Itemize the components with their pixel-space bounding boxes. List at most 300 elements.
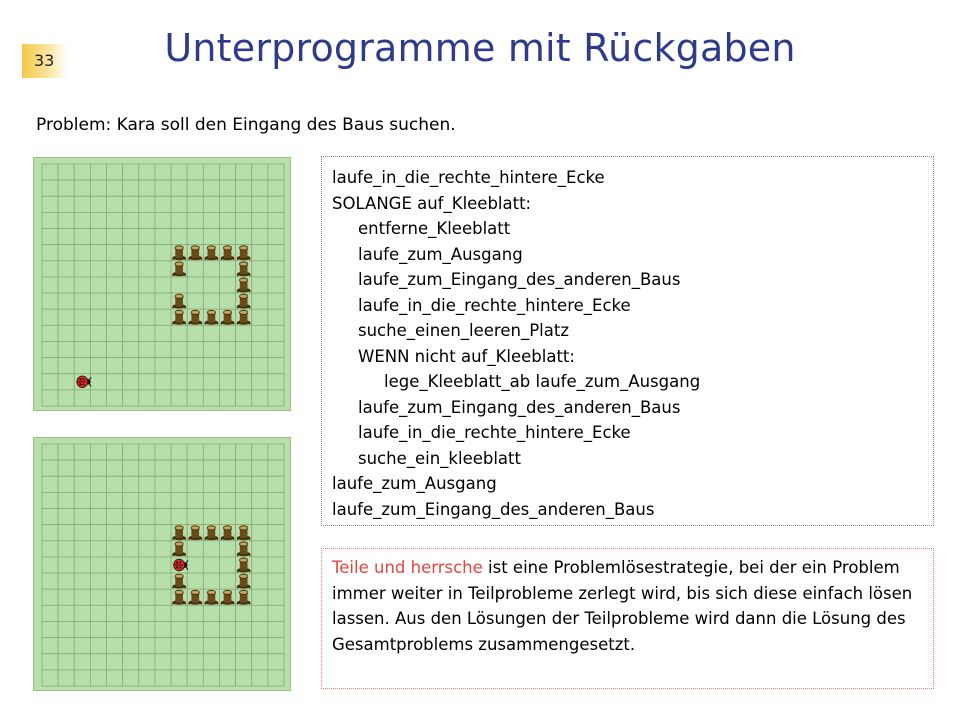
grid-cell xyxy=(203,573,219,589)
grid-cell xyxy=(203,341,219,357)
grid-cell xyxy=(203,212,219,228)
grid-cell xyxy=(58,670,74,686)
grid-cell xyxy=(74,245,90,261)
grid-cell xyxy=(42,229,58,245)
grid-cell xyxy=(58,390,74,406)
grid-cell xyxy=(123,358,139,374)
grid-cell xyxy=(219,444,235,460)
grid-cell xyxy=(187,509,203,525)
grid-cell xyxy=(74,557,90,573)
grid-cell xyxy=(268,180,284,196)
grid-cell xyxy=(268,638,284,654)
grid-cell xyxy=(187,374,203,390)
grid-cell xyxy=(107,245,123,261)
grid-cell xyxy=(187,229,203,245)
note-text: ist eine Problemlösestrategie, bei der ein Problem immer weiter in Teilprobleme zerlegt wird, bis sich diese einfach lösen lassen. Aus den Lösungen der Teilprobleme wird dann die Lösung des Gesamtproblems zusammengesetzt. xyxy=(332,558,913,654)
grid-cell xyxy=(219,261,235,277)
grid-cell xyxy=(58,573,74,589)
grid-cell xyxy=(268,164,284,180)
grid-cell xyxy=(219,476,235,492)
grid-cell xyxy=(187,460,203,476)
grid-cell xyxy=(42,589,58,605)
grid-cell xyxy=(42,309,58,325)
grid-cell xyxy=(155,212,171,228)
slide-title: Unterprogramme mit Rückgaben xyxy=(164,26,796,70)
grid-cell xyxy=(90,492,106,508)
grid-cell xyxy=(42,670,58,686)
grid-cell xyxy=(74,261,90,277)
grid-cell xyxy=(171,509,187,525)
grid-cell xyxy=(42,245,58,261)
grid-cell xyxy=(219,358,235,374)
grid-cell xyxy=(268,509,284,525)
grid-cell xyxy=(236,164,252,180)
grid-cell xyxy=(203,293,219,309)
code-line: lege_Kleeblatt_ab laufe_zum_Ausgang xyxy=(384,372,701,391)
grid-cell xyxy=(58,525,74,541)
grid-cell xyxy=(236,374,252,390)
grid-cell xyxy=(171,229,187,245)
grid-cell xyxy=(268,229,284,245)
grid-cell xyxy=(155,390,171,406)
grid-cell xyxy=(90,180,106,196)
grid-cell xyxy=(203,196,219,212)
note-highlight: Teile und herrsche xyxy=(332,558,483,577)
grid-cell xyxy=(139,358,155,374)
grid-cell xyxy=(107,621,123,637)
grid-cell xyxy=(268,605,284,621)
grid-cell xyxy=(123,573,139,589)
grid-cell xyxy=(107,358,123,374)
grid-cell xyxy=(90,245,106,261)
grid-cell xyxy=(203,460,219,476)
grid-cell xyxy=(107,374,123,390)
grid-cell xyxy=(219,212,235,228)
grid-cell xyxy=(203,390,219,406)
grid-cell xyxy=(107,525,123,541)
grid-cell xyxy=(74,309,90,325)
grid-cell xyxy=(171,212,187,228)
grid-cell xyxy=(268,293,284,309)
grid-cell xyxy=(203,638,219,654)
grid-cell xyxy=(171,164,187,180)
grid-cell xyxy=(123,444,139,460)
grid-cell xyxy=(123,605,139,621)
grid-cell xyxy=(90,325,106,341)
grid-cell xyxy=(252,509,268,525)
grid-cell xyxy=(236,212,252,228)
grid-cell xyxy=(58,341,74,357)
grid-cell xyxy=(187,670,203,686)
grid-cell xyxy=(42,341,58,357)
grid-cell xyxy=(171,476,187,492)
grid-cell xyxy=(58,293,74,309)
grid-cell xyxy=(123,309,139,325)
grid-cell xyxy=(203,325,219,341)
grid-cell xyxy=(74,654,90,670)
code-line: laufe_in_die_rechte_hintere_Ecke xyxy=(358,295,631,315)
grid-cell xyxy=(90,557,106,573)
grid-cell xyxy=(90,589,106,605)
grid-cell xyxy=(155,670,171,686)
grid-cell xyxy=(171,638,187,654)
grid-cell xyxy=(107,390,123,406)
grid-cell xyxy=(74,444,90,460)
grid-cell xyxy=(139,573,155,589)
grid-cell xyxy=(268,557,284,573)
grid-cell xyxy=(123,621,139,637)
grid-cell xyxy=(203,180,219,196)
grid-cell xyxy=(107,509,123,525)
grid-cell xyxy=(155,309,171,325)
grid-cell xyxy=(171,325,187,341)
grid-cell xyxy=(139,444,155,460)
grid-cell xyxy=(252,212,268,228)
grid-cell xyxy=(252,621,268,637)
grid-cell xyxy=(90,164,106,180)
grid-cell xyxy=(155,557,171,573)
grid-cell xyxy=(219,293,235,309)
grid-cell xyxy=(203,621,219,637)
grid-cell xyxy=(155,476,171,492)
grid-cell xyxy=(252,557,268,573)
code-line: suche_einen_leeren_Platz xyxy=(358,321,569,340)
grid-cell xyxy=(236,509,252,525)
grid-cell xyxy=(58,196,74,212)
grid-cell xyxy=(107,212,123,228)
grid-cell xyxy=(236,229,252,245)
grid-cell xyxy=(155,621,171,637)
grid-cell xyxy=(74,509,90,525)
grid-cell xyxy=(252,541,268,557)
grid-cell xyxy=(219,164,235,180)
grid-cell xyxy=(139,621,155,637)
grid-cell xyxy=(58,557,74,573)
grid-cell xyxy=(139,541,155,557)
grid-cell xyxy=(139,670,155,686)
grid-cell xyxy=(252,277,268,293)
grid-cell xyxy=(107,444,123,460)
grid-cell xyxy=(236,638,252,654)
grid-cell xyxy=(123,293,139,309)
code-line: laufe_zum_Eingang_des_anderen_Baus xyxy=(358,397,681,417)
grid-cell xyxy=(42,509,58,525)
code-line: laufe_in_die_rechte_hintere_Ecke xyxy=(332,168,605,187)
grid-cell xyxy=(155,358,171,374)
grid-cell xyxy=(74,325,90,341)
grid-cell xyxy=(219,374,235,390)
grid-cell xyxy=(74,638,90,654)
grid-cell xyxy=(236,670,252,686)
grid-cell xyxy=(187,390,203,406)
grid-cell xyxy=(155,492,171,508)
grid-cell xyxy=(58,325,74,341)
grid-cell xyxy=(107,261,123,277)
grid-cell xyxy=(155,541,171,557)
grid-cell xyxy=(252,492,268,508)
grid-cell xyxy=(58,460,74,476)
grid-cell xyxy=(268,374,284,390)
grid-cell xyxy=(171,444,187,460)
grid-cell xyxy=(219,390,235,406)
grid-cell xyxy=(90,277,106,293)
grid-cell xyxy=(58,492,74,508)
grid-cell xyxy=(139,492,155,508)
kara-grid-initial xyxy=(34,158,292,412)
grid-cell xyxy=(58,444,74,460)
code-line: laufe_zum_Eingang_des_anderen_Baus xyxy=(358,270,681,289)
grid-cell xyxy=(123,325,139,341)
grid-cell xyxy=(252,390,268,406)
grid-cell xyxy=(74,460,90,476)
grid-cell xyxy=(155,277,171,293)
grid-cell xyxy=(155,605,171,621)
grid-cell xyxy=(219,180,235,196)
grid-cell xyxy=(42,444,58,460)
grid-cell xyxy=(107,670,123,686)
grid-cell xyxy=(268,621,284,637)
grid-cell xyxy=(187,358,203,374)
pseudocode-box xyxy=(321,156,934,526)
grid-cell xyxy=(252,670,268,686)
grid-cell xyxy=(58,229,74,245)
divide-and-conquer-note xyxy=(321,548,934,689)
grid-cell xyxy=(42,573,58,589)
code-line: SOLANGE auf_Kleeblatt: xyxy=(332,193,532,213)
grid-cell xyxy=(42,605,58,621)
grid-cell xyxy=(90,358,106,374)
grid-cell xyxy=(107,492,123,508)
grid-cell xyxy=(268,245,284,261)
grid-cell xyxy=(74,293,90,309)
grid-cell xyxy=(58,309,74,325)
grid-cell xyxy=(90,196,106,212)
grid-cell xyxy=(107,325,123,341)
grid-cell xyxy=(155,261,171,277)
grid-cell xyxy=(187,261,203,277)
grid-cell xyxy=(187,164,203,180)
grid-cell xyxy=(123,541,139,557)
grid-cell xyxy=(58,277,74,293)
grid-cell xyxy=(236,180,252,196)
grid-cell xyxy=(252,460,268,476)
grid-cell xyxy=(139,245,155,261)
grid-cell xyxy=(74,390,90,406)
grid-cell xyxy=(171,341,187,357)
grid-cell xyxy=(252,229,268,245)
grid-cell xyxy=(187,621,203,637)
grid-cell xyxy=(268,212,284,228)
grid-cell xyxy=(252,293,268,309)
grid-cell xyxy=(236,621,252,637)
grid-cell xyxy=(123,196,139,212)
grid-cell xyxy=(107,476,123,492)
grid-cell xyxy=(90,541,106,557)
grid-cell xyxy=(268,261,284,277)
grid-cell xyxy=(139,476,155,492)
grid-cell xyxy=(219,573,235,589)
grid-cell xyxy=(252,164,268,180)
grid-cell xyxy=(155,573,171,589)
grid-cell xyxy=(90,341,106,357)
grid-cell xyxy=(123,460,139,476)
grid-cell xyxy=(171,654,187,670)
grid-cell xyxy=(107,573,123,589)
grid-cell xyxy=(123,374,139,390)
grid-cell xyxy=(203,541,219,557)
grid-cell xyxy=(139,557,155,573)
grid-cell xyxy=(58,164,74,180)
grid-cell xyxy=(252,196,268,212)
grid-cell xyxy=(74,229,90,245)
grid-cell xyxy=(123,341,139,357)
grid-cell xyxy=(268,277,284,293)
grid-cell xyxy=(219,541,235,557)
grid-cell xyxy=(252,325,268,341)
grid-cell xyxy=(171,605,187,621)
grid-cell xyxy=(58,509,74,525)
grid-cell xyxy=(219,621,235,637)
grid-cell xyxy=(187,341,203,357)
grid-cell xyxy=(236,325,252,341)
grid-cell xyxy=(58,212,74,228)
grid-cell xyxy=(123,390,139,406)
grid-cell xyxy=(42,460,58,476)
grid-cell xyxy=(58,245,74,261)
grid-cell xyxy=(42,654,58,670)
code-line: WENN nicht auf_Kleeblatt: xyxy=(358,346,575,366)
grid-cell xyxy=(58,358,74,374)
grid-cell xyxy=(252,309,268,325)
grid-cell xyxy=(252,573,268,589)
grid-cell xyxy=(268,325,284,341)
grid-cell xyxy=(187,541,203,557)
grid-cell xyxy=(42,374,58,390)
grid-cell xyxy=(155,325,171,341)
grid-cell xyxy=(139,309,155,325)
grid-cell xyxy=(203,557,219,573)
grid-cell xyxy=(187,444,203,460)
grid-cell xyxy=(42,525,58,541)
grid-cell xyxy=(187,573,203,589)
grid-cell xyxy=(155,293,171,309)
grid-cell xyxy=(203,164,219,180)
grid-cell xyxy=(74,492,90,508)
grid-cell xyxy=(252,261,268,277)
grid-cell xyxy=(268,476,284,492)
grid-cell xyxy=(203,261,219,277)
grid-cell xyxy=(252,245,268,261)
grid-cell xyxy=(252,374,268,390)
grid-cell xyxy=(74,164,90,180)
grid-cell xyxy=(107,277,123,293)
grid-cell xyxy=(90,670,106,686)
code-line: laufe_zum_Ausgang xyxy=(332,474,497,493)
grid-cell xyxy=(155,196,171,212)
grid-cell xyxy=(42,638,58,654)
grid-cell xyxy=(107,460,123,476)
grid-cell xyxy=(236,476,252,492)
grid-cell xyxy=(171,196,187,212)
grid-cell xyxy=(123,638,139,654)
grid-cell xyxy=(139,180,155,196)
grid-cell xyxy=(90,229,106,245)
grid-cell xyxy=(90,638,106,654)
grid-cell xyxy=(219,341,235,357)
grid-cell xyxy=(187,212,203,228)
grid-cell xyxy=(187,492,203,508)
grid-cell xyxy=(123,509,139,525)
grid-cell xyxy=(139,605,155,621)
grid-cell xyxy=(107,341,123,357)
problem-statement: Problem: Kara soll den Eingang des Baus suchen. xyxy=(36,115,456,135)
grid-cell xyxy=(90,525,106,541)
grid-cell xyxy=(139,638,155,654)
grid-cell xyxy=(139,390,155,406)
grid-cell xyxy=(252,180,268,196)
grid-cell xyxy=(155,245,171,261)
grid-cell xyxy=(268,525,284,541)
grid-cell xyxy=(42,293,58,309)
grid-cell xyxy=(268,390,284,406)
grid-cell xyxy=(171,277,187,293)
kara-world-solution xyxy=(33,437,291,691)
grid-cell xyxy=(107,196,123,212)
grid-cell xyxy=(187,277,203,293)
grid-cell xyxy=(268,670,284,686)
grid-cell xyxy=(252,358,268,374)
grid-cell xyxy=(236,605,252,621)
grid-cell xyxy=(187,196,203,212)
grid-cell xyxy=(74,196,90,212)
grid-cell xyxy=(107,164,123,180)
grid-cell xyxy=(203,277,219,293)
grid-cell xyxy=(268,541,284,557)
grid-cell xyxy=(139,229,155,245)
grid-cell xyxy=(58,654,74,670)
grid-cell xyxy=(219,670,235,686)
grid-cell xyxy=(90,654,106,670)
grid-cell xyxy=(58,476,74,492)
grid-cell xyxy=(219,277,235,293)
grid-cell xyxy=(90,573,106,589)
grid-cell xyxy=(90,293,106,309)
grid-cell xyxy=(74,341,90,357)
grid-cell xyxy=(58,605,74,621)
grid-cell xyxy=(90,476,106,492)
grid-cell xyxy=(252,444,268,460)
grid-cell xyxy=(42,492,58,508)
grid-cell xyxy=(74,605,90,621)
grid-cell xyxy=(90,374,106,390)
grid-cell xyxy=(74,212,90,228)
grid-cell xyxy=(203,670,219,686)
grid-cell xyxy=(187,605,203,621)
grid-cell xyxy=(123,212,139,228)
grid-cell xyxy=(155,525,171,541)
grid-cell xyxy=(155,444,171,460)
grid-cell xyxy=(139,525,155,541)
grid-cell xyxy=(90,605,106,621)
code-line: entferne_Kleeblatt xyxy=(358,219,511,238)
grid-cell xyxy=(74,621,90,637)
grid-cell xyxy=(252,341,268,357)
grid-cell xyxy=(155,341,171,357)
grid-cell xyxy=(42,212,58,228)
grid-cell xyxy=(187,293,203,309)
code-line: suche_ein_kleeblatt xyxy=(358,448,521,468)
grid-cell xyxy=(155,460,171,476)
